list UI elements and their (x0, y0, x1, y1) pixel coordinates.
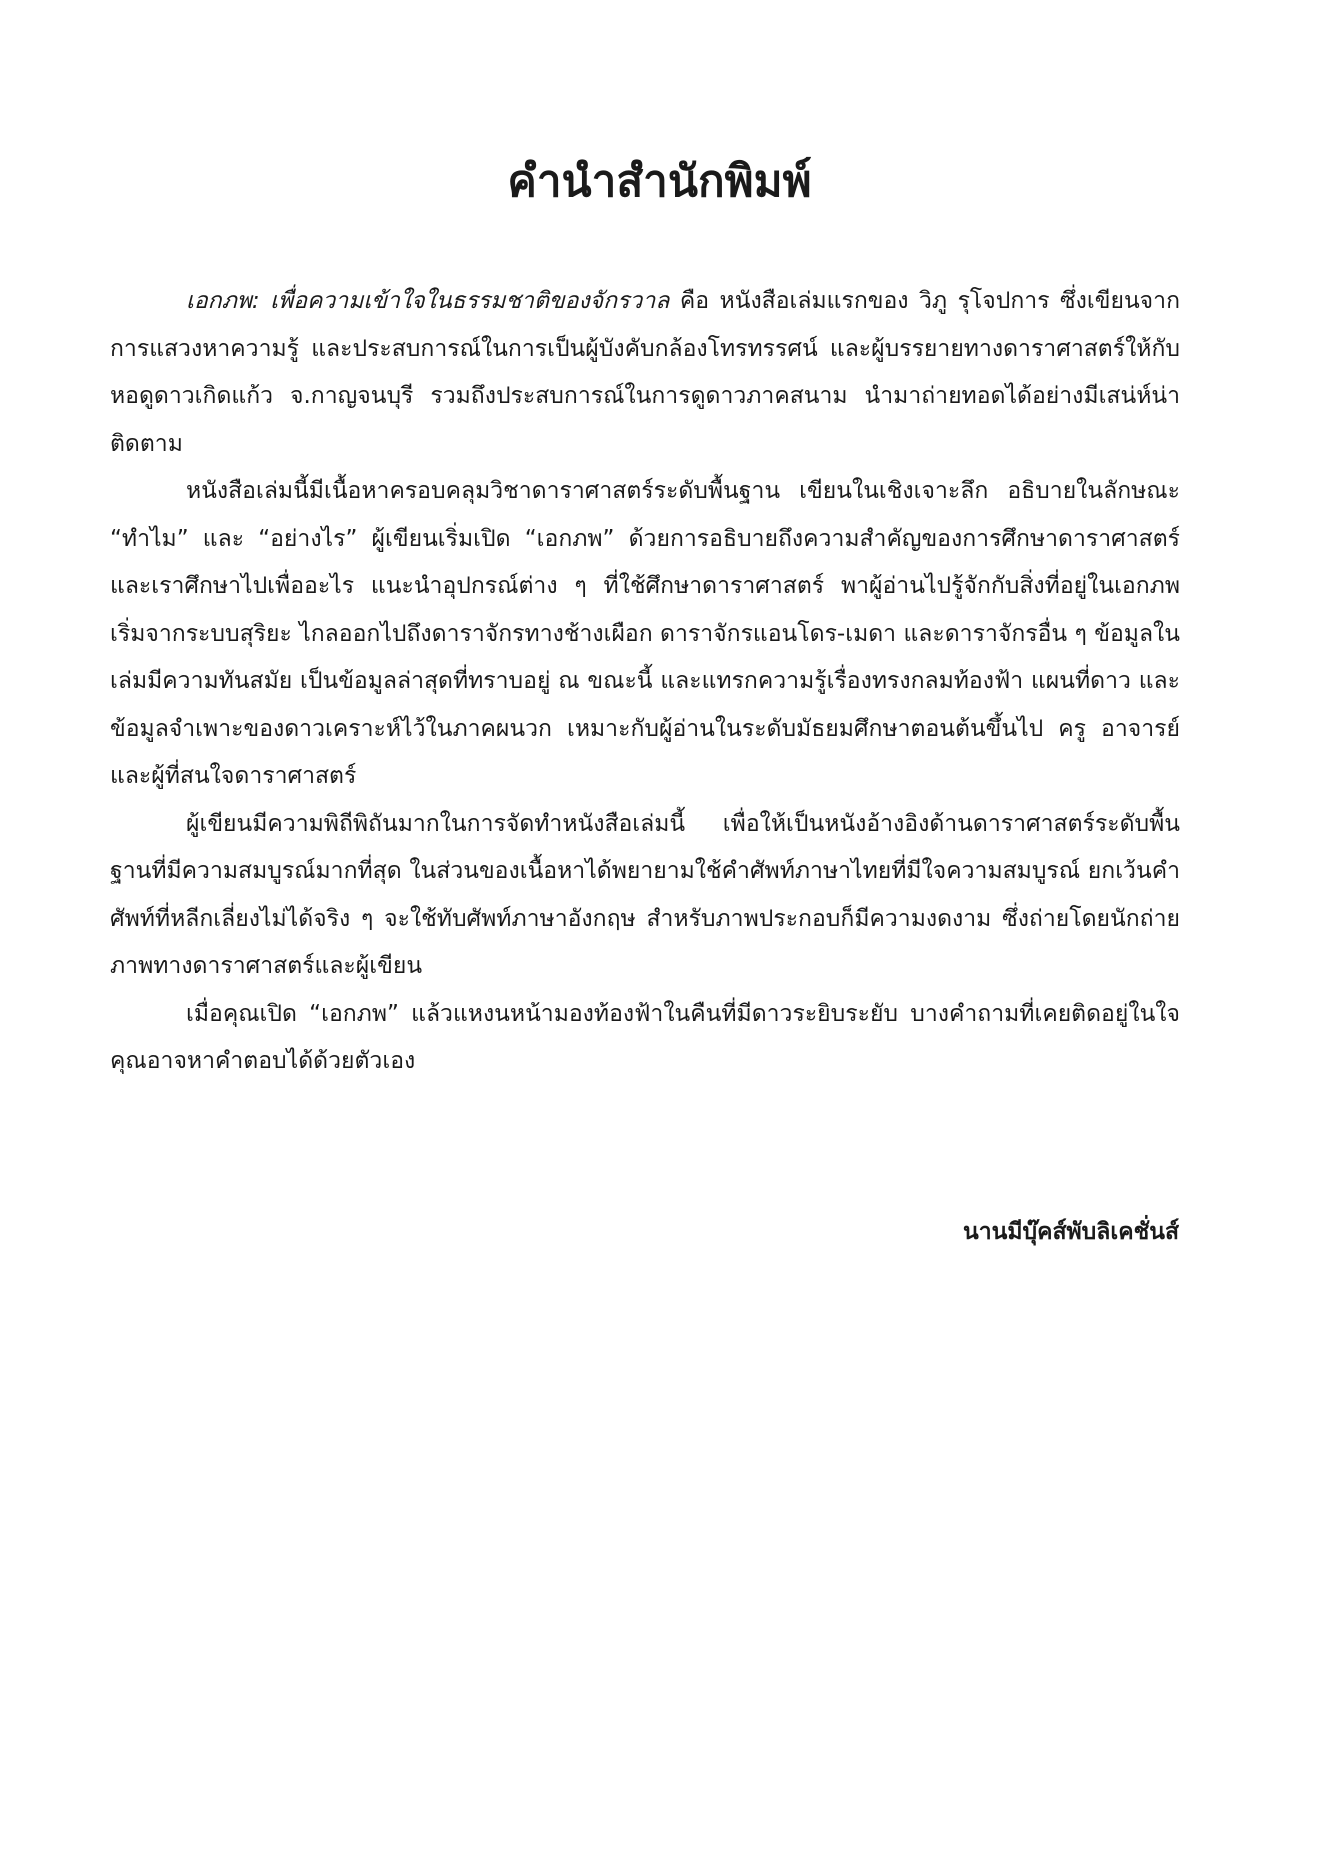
paragraph-1-text: คือ หนังสือเล่มแรกของ วิภู รุโจปการ ซึ่งเขียนจากการแสวงหาความรู้ และประสบการณ์ในการเป็นผู้บังคับกล้องโทรทรรศน์ และผู้บรรยายทางดาราศาสตร์ให้กับหอดูดาวเกิดแก้ว จ.กาญจนบุรี รวมถึงประสบการณ์ในการดูดาวภาคสนาม นำมาถ่ายทอดได้อย่างมีเสน่ห์น่าติดตาม (110, 288, 1180, 457)
paragraph-4 (110, 991, 1180, 1086)
paragraph-2-text: หนังสือเล่มนี้มีเนื้อหาครอบคลุมวิชาดาราศาสตร์ระดับพื้นฐาน เขียนในเชิงเจาะลึก อธิบายในลักษณะ “ทำไม” และ “อย่างไร” ผู้เขียนเริ่มเปิด “เอกภพ” ด้วยการอธิบายถึงความสำคัญของการศึกษาดาราศาสตร์และเราศึกษาไปเพื่ออะไร แนะนำอุปกรณ์ต่าง ๆ ที่ใช้ศึกษาดาราศาสตร์ พาผู้อ่านไปรู้จักกับสิ่งที่อยู่ในเอกภพ เริ่มจากระบบสุริยะ ไกลออกไปถึงดาราจักรทางช้างเผือก ดาราจักรแอนโดร-เมดา และดาราจักรอื่น ๆ ข้อมูลในเล่มมีความทันสมัย เป็นข้อมูลล่าสุดที่ทราบอยู่ ณ ขณะนี้ และแทรกความรู้เรื่องทรงกลมท้องฟ้า แผนที่ดาว และข้อมูลจำเพาะของดาวเคราะห์ไว้ในภาคผนวก เหมาะกับผู้อ่านในระดับมัธยมศึกษาตอนต้นขึ้นไป ครู อาจารย์ และผู้ที่สนใจดาราศาสตร์ (110, 478, 1180, 789)
paragraph-4-text: เมื่อคุณเปิด “เอกภพ” แล้วแหงนหน้ามองท้องฟ้าในคืนที่มีดาวระยิบระยับ บางคำถามที่เคยติดอยู่ในใจคุณอาจหาคำตอบได้ด้วยตัวเอง (110, 1000, 1180, 1074)
publisher-signature: นานมีบุ๊คส์พับลิเคชั่นส์ (962, 1219, 1179, 1245)
paragraph-3-text: ผู้เขียนมีความพิถีพิถันมากในการจัดทำหนังสือเล่มนี้ เพื่อให้เป็นหนังอ้างอิงด้านดาราศาสตร์ระดับพื้นฐานที่มีความสมบูรณ์มากที่สุด ในส่วนของเนื้อหาได้พยายามใช้คำศัพท์ภาษาไทยที่มีใจความสมบูรณ์ ยกเว้นคำศัพท์ที่หลีกเลี่ยงไม่ได้จริง ๆ จะใช้ทับศัพท์ภาษาอังกฤษ สำหรับภาพประกอบก็มีความงดงาม ซึ่งถ่ายโดยนักถ่ายภาพทางดาราศาสตร์และผู้เขียน (110, 810, 1180, 979)
paragraph-3 (110, 801, 1180, 991)
paragraph-2 (110, 468, 1180, 801)
book-title-italic: เอกภพ: เพื่อความเข้าใจในธรรมชาติของจักรวาล (186, 288, 670, 314)
paragraph-1 (110, 278, 1180, 468)
body-text (110, 278, 1180, 1086)
page-title: คำนำสำนักพิมพ์ (507, 156, 812, 207)
